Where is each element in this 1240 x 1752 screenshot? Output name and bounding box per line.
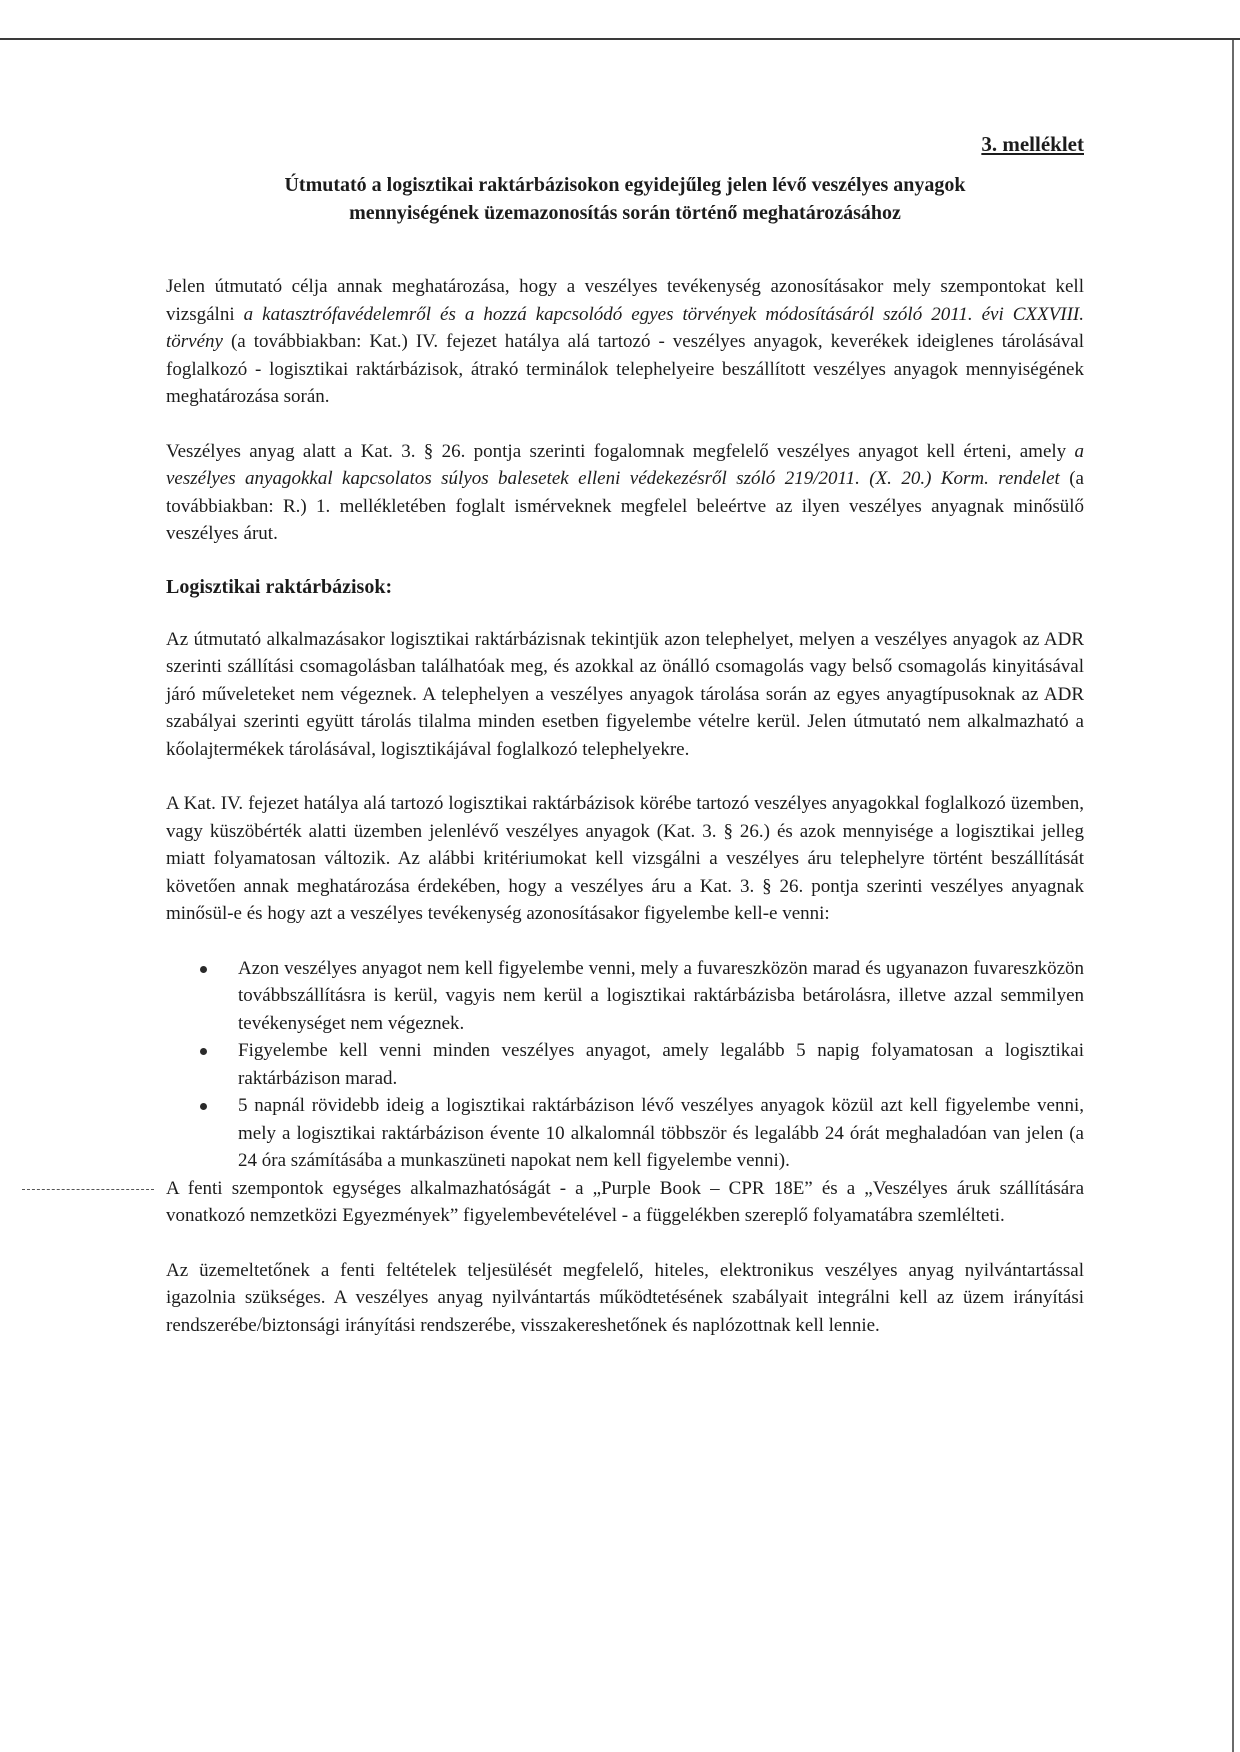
criteria-item-1: Azon veszélyes anyagot nem kell figyelembe venni, mely a fuvareszközön marad és ugyanazon fuvareszközön továbbszállításra is kerül, vagyis nem kerül a logisztikai raktárbázisba betárolásra, illetve azzal semmilyen tevékenységet nem végeznek. <box>238 957 1084 1034</box>
title-line-1: Útmutató a logisztikai raktárbázisokon egyidejűleg jelen lévő veszélyes anyagok <box>284 174 966 196</box>
definition-paragraph <box>166 438 1084 548</box>
intro-text-1: Jelen útmutató célja annak meghatározása, hogy a veszélyes tevékenység azonosításakor mely szempontokat kell vizsgálni <box>166 276 1084 325</box>
margin-mark <box>22 1189 154 1190</box>
intro-law-reference: a katasztrófavédelemről és a hozzá kapcsolódó egyes törvények módosításáról szóló 2011. évi CXXVIII. törvény <box>166 303 1084 352</box>
intro-text-2: (a továbbiakban: Kat.) IV. fejezet hatálya alá tartozó - veszélyes anyagok, keverékek ideiglenes tárolásával foglalkozó - logisztikai raktárbázisok, átrakó terminálok telephelyeire beszállított veszélyes anyagok mennyiségének meghatározása során. <box>166 331 1084 407</box>
title-line-2: mennyiségének üzemazonosítás során történő meghatározásához <box>349 202 901 224</box>
list-item <box>238 1092 1084 1175</box>
document-page <box>166 132 1084 1339</box>
criteria-intro-paragraph: A Kat. IV. fejezet hatálya alá tartozó logisztikai raktárbázisok körébe tartozó veszélyes anyagokkal foglalkozó üzemben, vagy küszöbérték alatti üzemben jelenlévő veszélyes anyagok (Kat. 3. § 26.) és azok mennyisége a logisztikai jelleg miatt folyamatosan változik. Az alábbi kritériumokat kell vizsgálni a veszélyes áru telephelyre történt beszállítását követően annak meghatározása érdekében, hogy a veszélyes áru a Kat. 3. § 26. pontja szerinti veszélyes anyagnak minősül-e és hogy azt a veszélyes tevékenység azonosításakor figyelembe kell-e venni: <box>166 793 1084 924</box>
bullet-icon <box>200 966 207 973</box>
definition-text-1: Veszélyes anyag alatt a Kat. 3. § 26. pontja szerinti fogalomnak megfelelő veszélyes anyagot kell érteni, amely <box>166 440 1075 462</box>
criteria-item-3: 5 napnál rövidebb ideig a logisztikai raktárbázison lévő veszélyes anyagok közül azt kell figyelembe venni, mely a logisztikai raktárbázison évente 10 alkalomnál többször és legalább 24 órát meghaladóan van jelen (a 24 óra számításába a munkaszüneti napokat nem kell figyelembe venni). <box>238 1095 1084 1171</box>
criteria-item-2: Figyelembe kell venni minden veszélyes anyagot, amely legalább 5 napig folyamatosan a logisztikai raktárbázison marad. <box>238 1040 1084 1089</box>
document-title <box>166 171 1084 227</box>
intro-paragraph <box>166 273 1084 411</box>
definition-text-2: (a továbbiakban: R.) 1. mellékletében foglalt ismérveknek megfelel beleértve az ilyen veszélyes anyagnak minősülő veszélyes árut. <box>166 468 1084 544</box>
bullet-icon <box>200 1103 207 1110</box>
annex-label: 3. melléklet <box>981 132 1084 156</box>
definition-decree-reference: a veszélyes anyagokkal kapcsolatos súlyos balesetek elleni védekezésről szóló 219/2011. (X. 20.) Korm. rendelet <box>166 440 1084 489</box>
list-item <box>238 1037 1084 1092</box>
section-heading: Logisztikai raktárbázisok: <box>166 575 393 598</box>
flowchart-reference-paragraph <box>166 1175 1084 1230</box>
warehouse-definition-paragraph: Az útmutató alkalmazásakor logisztikai raktárbázisnak tekintjük azon telephelyet, melyen a veszélyes anyagok az ADR szerinti szállítási csomagolásban találhatóak meg, és azokkal az önálló csomagolás vagy belső csomagolás kinyitásával járó műveleteket nem végeznek. A telephelyen a veszélyes anyagok tárolása során az egyes anyagtípusoknak az ADR szabályai szerinti együtt tárolás tilalma minden esetben figyelembe vételre kerül. Jelen útmutató nem alkalmazható a kőolajtermékek tárolásával, logisztikájával foglalkozó telephelyekre. <box>166 628 1084 760</box>
criteria-list <box>166 955 1084 1175</box>
scan-border-top <box>0 38 1240 40</box>
bullet-icon <box>200 1048 207 1055</box>
flowchart-reference-text: A fenti szempontok egységes alkalmazhatóságát - a „Purple Book – CPR 18E” és a „Veszélyes áruk szállítására vonatkozó nemzetközi Egyezmények” figyelembevételével - a függelékben szereplő folyamatábra szemlélteti. <box>166 1177 1084 1226</box>
scan-border-right <box>1232 40 1234 1752</box>
operator-obligation-paragraph: Az üzemeltetőnek a fenti feltételek teljesülését megfelelő, hiteles, elektronikus veszélyes anyag nyilvántartással igazolnia szükséges. A veszélyes anyag nyilvántartás működtetésének szabályait integrálni kell az üzem irányítási rendszerébe/biztonsági irányítási rendszerébe, visszakereshetőnek és naplózottnak kell lennie. <box>166 1259 1084 1336</box>
list-item <box>238 955 1084 1038</box>
